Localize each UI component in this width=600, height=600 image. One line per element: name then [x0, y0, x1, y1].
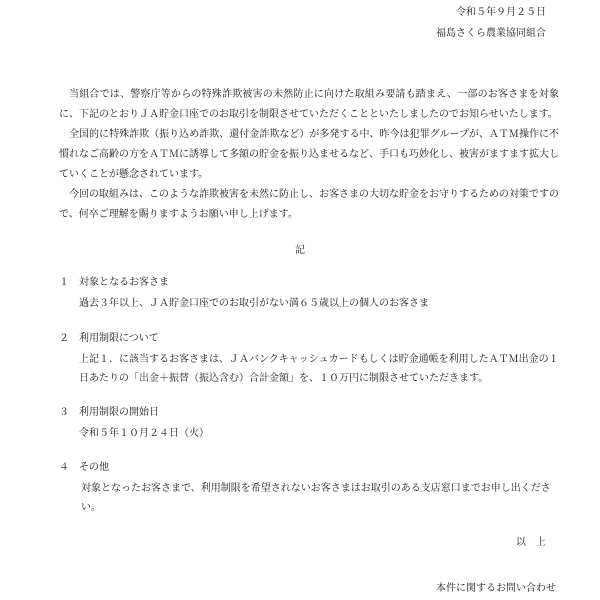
intro-paragraph: 当組合では、警察庁等からの特殊詐欺被害の未然防止に向けた取組み要請も踏まえ、一部のお客さまを対象に、下記のとおりＪＡ貯金口座でのお取引を制限させていただくことといたしましたのでお知らせいたします。: [59, 89, 559, 120]
item-body: 上記１．に該当するお客さまは、ＪＡバンクキャッシュカードもしくは貯金通帳を利用したＡＴＭ出金の１日あたりの「出金＋振替（振込含む）合計金額」を、１０万円に制限させていただきます。: [79, 354, 559, 384]
item-title: 利用制限の開始日: [79, 407, 159, 418]
item-title: 対象となるお客さま: [79, 277, 169, 288]
item-title: その他: [79, 462, 109, 473]
intro-section: [59, 85, 559, 225]
item-usage-limit: [59, 332, 559, 388]
document-date: 令和５年９月２５日: [456, 7, 546, 18]
item-body: 過去３年以上、ＪＡ貯金口座でのお取引がない満６５歳以上の個人のお客さま: [79, 298, 429, 309]
item-body: 令和５年１０月２４日（火）: [79, 428, 209, 439]
item-title: 利用制限について: [79, 333, 159, 344]
item-target-customers: [59, 276, 559, 313]
closing-mark: 以上: [516, 537, 556, 548]
item-start-date: [59, 406, 559, 443]
contact-heading: 本件に関するお問い合わせ: [436, 583, 556, 594]
item-number: １: [59, 277, 69, 288]
item-other: [59, 461, 559, 517]
item-number: ３: [59, 407, 69, 418]
intro-paragraph: 今回の取組みは、このような詐欺被害を未然に防止し、お客さまの大切な貯金をお守りするための対策ですので、何卒ご理解を賜りますようお願い申し上げます。: [59, 189, 559, 220]
intro-paragraph: 全国的に特殊詐欺（振り込め詐欺、還付金詐欺など）が多発する中、昨今は犯罪グループが、ＡＴＭ操作に不慣れなご高齢の方をＡＴＭに誘導して多額の貯金を振り込ませるなど、手口も巧妙化し、被害がますます拡大していくことが懸念されています。: [59, 129, 559, 180]
issuer-organization: 福島さくら農業協同組合: [436, 28, 546, 39]
ki-heading: 記: [295, 245, 305, 256]
item-number: ２: [59, 333, 69, 344]
item-body: 対象となったお客さまで、利用制限を希望されないお客さまはお取引のある支店窓口までお申し出ください。: [81, 483, 551, 513]
item-number: ４: [59, 462, 69, 473]
